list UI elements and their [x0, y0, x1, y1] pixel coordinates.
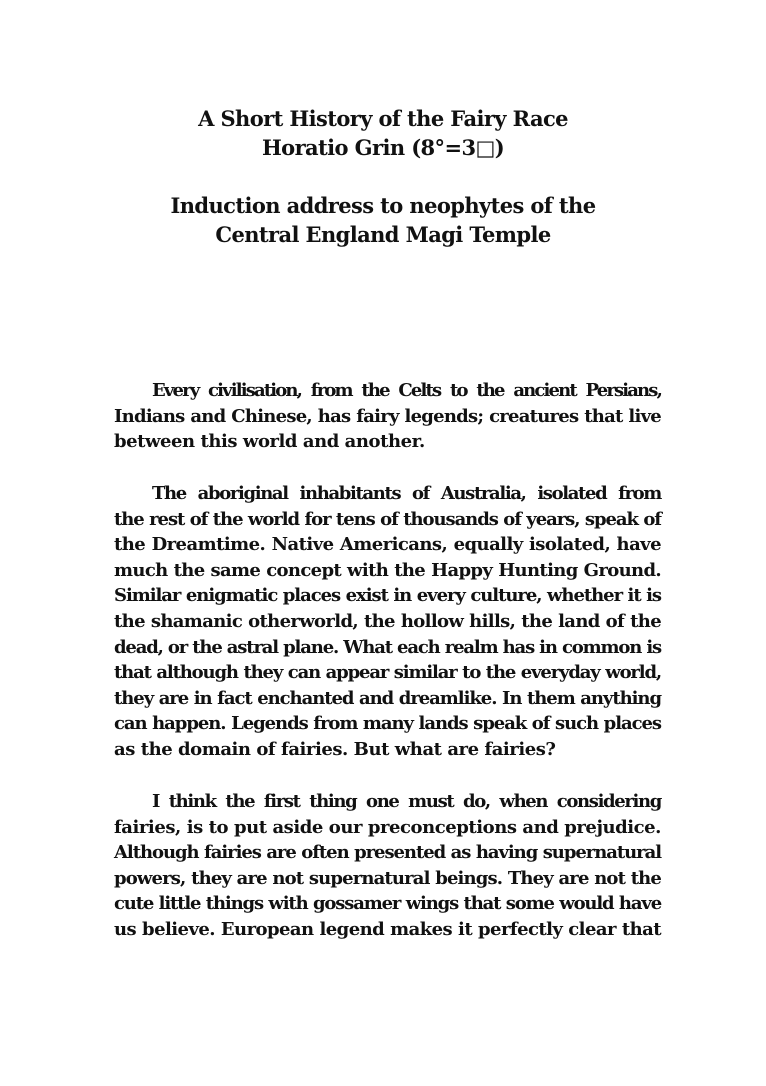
- paragraph-line: can happen. Legends from many lands speak of such places: [114, 713, 661, 735]
- body-paragraph: [114, 378, 661, 455]
- paragraph-line: I think the first thing one must do, when considering: [152, 791, 661, 812]
- paragraph-line: Although fairies are often presented as having supernatural: [114, 842, 661, 864]
- paragraph-line: cute little things with gossamer wings that some would have: [114, 893, 661, 915]
- title-line: A Short History of the Fairy Race: [198, 106, 568, 131]
- paragraph-line: fairies, is to put aside our preconceptions and prejudice.: [114, 816, 661, 838]
- address-line: Central England Magi Temple: [215, 222, 551, 247]
- address-line: Induction address to neophytes of the: [170, 193, 596, 218]
- paragraph-line: the shamanic otherworld, the hollow hills, the land of the: [114, 610, 661, 632]
- author-line: Horatio Grin (8°=3□): [261, 135, 505, 160]
- paragraph-line: they are in fact enchanted and dreamlike. In them anything: [114, 687, 661, 709]
- paragraph-line: the Dreamtime. Native Americans, equally isolated, have: [114, 534, 661, 556]
- body-paragraph: [114, 481, 661, 763]
- paragraph-line: powers, they are not supernatural beings. They are not the: [114, 867, 661, 889]
- body-paragraph: [114, 789, 661, 943]
- paragraph-line: that although they can appear similar to the everyday world,: [114, 662, 661, 684]
- paragraph-line: Similar enigmatic places exist in every culture, whether it is: [114, 585, 661, 607]
- paragraph-line: The aboriginal inhabitants of Australia, isolated from: [152, 483, 661, 504]
- document-title: [0, 104, 766, 162]
- paragraph-line: us believe. European legend makes it perfectly clear that: [114, 918, 661, 940]
- paragraph-line: Every civilisation, from the Celts to the ancient Persians,: [152, 380, 661, 401]
- paragraph-line: much the same concept with the Happy Hunting Ground.: [114, 559, 661, 581]
- address-subtitle: [0, 191, 766, 249]
- paragraph-line: Indians and Chinese, has fairy legends; creatures that live: [114, 405, 661, 427]
- paragraph-line: as the domain of fairies. But what are fairies?: [114, 738, 556, 760]
- paragraph-line: between this world and another.: [114, 431, 425, 453]
- paragraph-line: the rest of the world for tens of thousands of years, speak of: [114, 508, 661, 530]
- paragraph-line: dead, or the astral plane. What each realm has in common is: [114, 636, 661, 658]
